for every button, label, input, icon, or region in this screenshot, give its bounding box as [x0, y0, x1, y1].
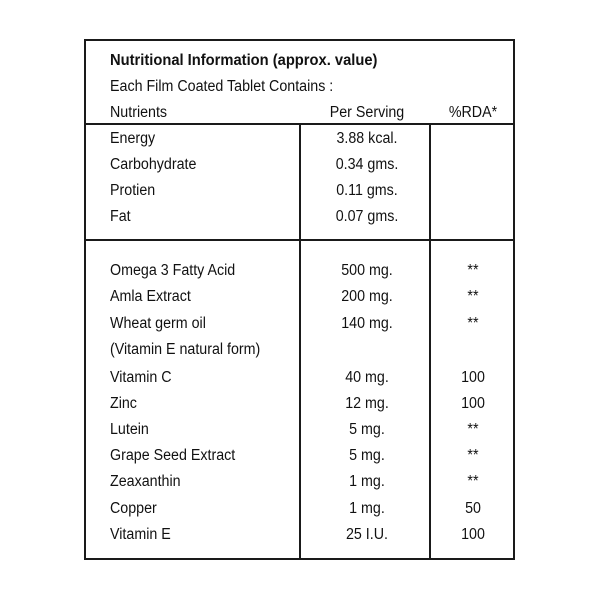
nutrient-name: Vitamin E	[110, 526, 171, 543]
header-nutrients: Nutrients	[110, 104, 168, 121]
nutrient-name: Carbohydrate	[110, 156, 197, 173]
rda-value: 100	[461, 395, 485, 412]
rda-value: **	[467, 447, 479, 464]
nutrition-table	[84, 39, 515, 560]
table-title: Nutritional Information (approx. value)	[110, 52, 378, 69]
rda-value: **	[467, 262, 479, 279]
per-serving-value: 0.11 gms.	[336, 182, 398, 199]
header-per-serving: Per Serving	[329, 104, 405, 121]
rda-value: **	[467, 315, 479, 332]
nutrient-name: Protien	[110, 182, 156, 199]
nutrient-name: Copper	[110, 500, 157, 517]
nutrient-name: Omega 3 Fatty Acid	[110, 262, 236, 279]
per-serving-value: 1 mg.	[349, 473, 385, 490]
nutrient-name: Energy	[110, 130, 156, 147]
rda-value: **	[467, 421, 479, 438]
rda-value: 100	[461, 526, 485, 543]
rda-value: **	[467, 288, 479, 305]
per-serving-value: 1 mg.	[349, 500, 385, 517]
nutrient-name: Wheat germ oil	[110, 315, 206, 332]
nutrient-name: (Vitamin E natural form)	[110, 341, 261, 358]
nutrient-name: Zeaxanthin	[110, 473, 181, 490]
per-serving-value: 5 mg.	[349, 447, 385, 464]
nutrient-name: Zinc	[110, 395, 137, 412]
per-serving-value: 0.34 gms.	[335, 156, 399, 173]
column-divider-2	[429, 123, 431, 558]
rda-value: 100	[461, 369, 485, 386]
per-serving-value: 0.07 gms.	[335, 208, 399, 225]
nutrient-name: Amla Extract	[110, 288, 191, 305]
rda-value: **	[467, 473, 479, 490]
header-rda: %RDA*	[448, 104, 498, 121]
per-serving-value: 12 mg.	[345, 395, 389, 412]
nutrient-name: Lutein	[110, 421, 149, 438]
nutrient-name: Fat	[110, 208, 131, 225]
per-serving-value: 5 mg.	[349, 421, 385, 438]
rda-value: 50	[465, 500, 481, 517]
column-divider-1	[299, 123, 301, 558]
per-serving-value: 200 mg.	[341, 288, 393, 305]
nutrient-name: Grape Seed Extract	[110, 447, 236, 464]
nutrient-name: Vitamin C	[110, 369, 172, 386]
per-serving-value: 3.88 kcal.	[336, 130, 398, 147]
per-serving-value: 40 mg.	[345, 369, 389, 386]
per-serving-value: 140 mg.	[341, 315, 393, 332]
per-serving-value: 500 mg.	[341, 262, 393, 279]
per-serving-value: 25 I.U.	[345, 526, 389, 543]
table-subtitle: Each Film Coated Tablet Contains :	[110, 78, 334, 95]
